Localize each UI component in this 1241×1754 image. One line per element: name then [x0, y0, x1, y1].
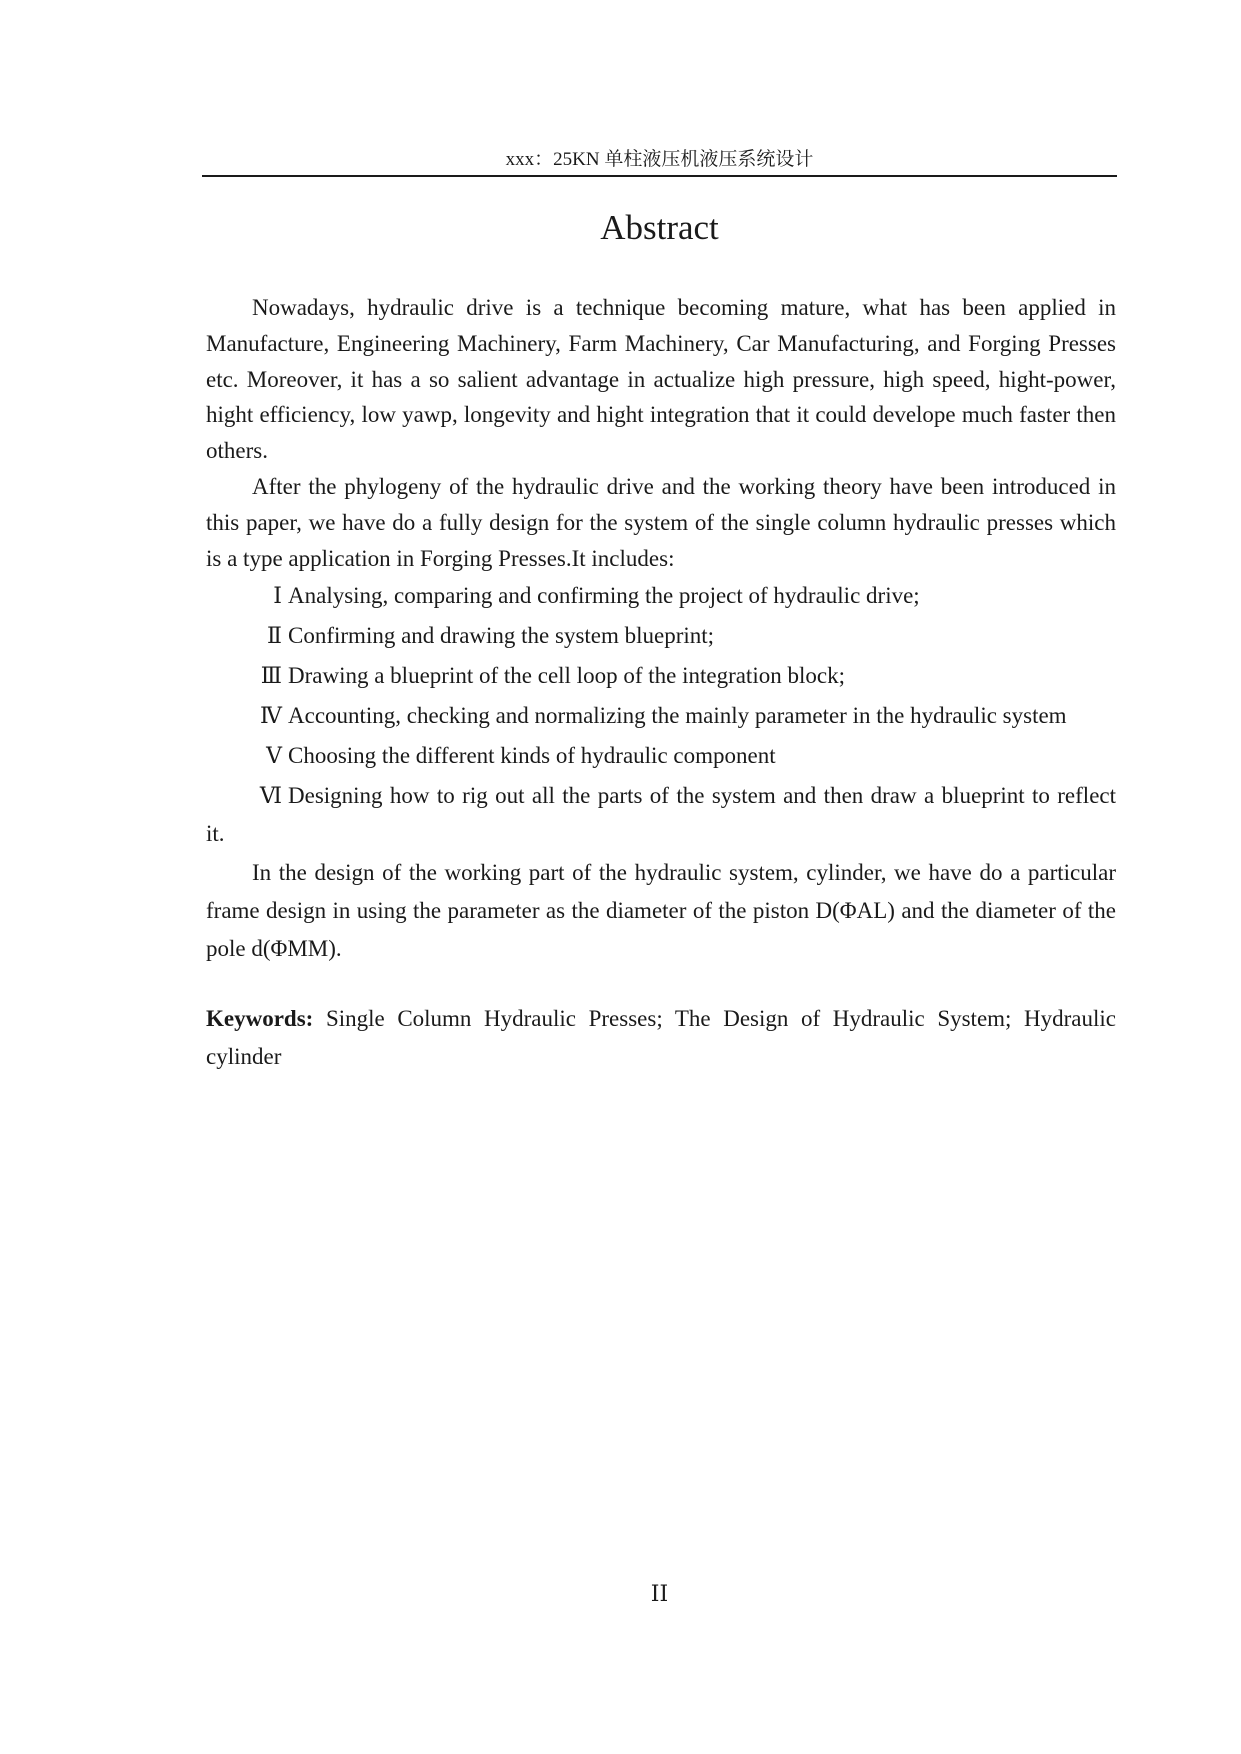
- includes-list: [206, 576, 1116, 816]
- list-item: [206, 576, 1116, 616]
- list-item: [206, 736, 1116, 776]
- abstract-body: [206, 290, 1116, 1076]
- list-item-text: Drawing a blueprint of the cell loop of the integration block;: [288, 663, 845, 689]
- list-item: [206, 616, 1116, 656]
- list-item-text: Designing how to rig out all the parts of the system and then draw a blueprint to reflect: [288, 783, 1116, 809]
- header-rule: [202, 175, 1117, 177]
- list-item-number: Ⅰ: [273, 584, 282, 610]
- list-item: [206, 656, 1116, 696]
- keywords-text: Single Column Hydraulic Presses; The Design of Hydraulic System; Hydraulic cylinder: [206, 1006, 1117, 1070]
- list-item-text: Accounting, checking and normalizing the mainly parameter in the hydraulic system: [288, 703, 1067, 729]
- list-item-number: Ⅱ: [267, 624, 282, 650]
- list-item-number: Ⅵ: [259, 784, 282, 810]
- abstract-title: Abstract: [600, 208, 719, 247]
- list-item: [206, 776, 1116, 816]
- abstract-paragraph-2: After the phylogeny of the hydraulic drive and the working theory have been introduced in this paper, we have do a fully design for the system of the single column hydraulic presses which is a type application in Forging Presses.It includes:: [206, 473, 1116, 571]
- keywords: [206, 1000, 1116, 1076]
- page-number: II: [650, 1582, 669, 1607]
- abstract-paragraph-1: Nowadays, hydraulic drive is a technique becoming mature, what has been applied in Manufacture, Engineering Machinery, Farm Machinery, Car Manufacturing, and Forging Presses etc. Moreover, it has a so salient advantage in actualize high pressure, high speed, hight-power, hight efficiency, low yawp, longevity and hight integration that it could develope much faster then others.: [206, 295, 1116, 464]
- list-item: [206, 696, 1116, 736]
- running-header: xxx：25KN 单柱液压机液压系统设计: [505, 149, 814, 170]
- abstract-paragraph-3: In the design of the working part of the hydraulic system, cylinder, we have do a particular frame design in using the parameter as the diameter of the piston D(ΦAL) and the diameter of the pole d(ΦMM).: [206, 860, 1116, 962]
- keywords-label: Keywords:: [206, 1006, 314, 1032]
- list-item-number: Ⅴ: [266, 744, 282, 770]
- list-item-text: Choosing the different kinds of hydraulic component: [288, 743, 776, 769]
- list-continuation: it.: [206, 821, 225, 847]
- list-item-number: Ⅲ: [260, 664, 282, 690]
- list-item-number: Ⅳ: [260, 704, 282, 730]
- list-item-text: Confirming and drawing the system blueprint;: [288, 623, 715, 649]
- list-item-text: Analysing, comparing and confirming the project of hydraulic drive;: [288, 583, 920, 609]
